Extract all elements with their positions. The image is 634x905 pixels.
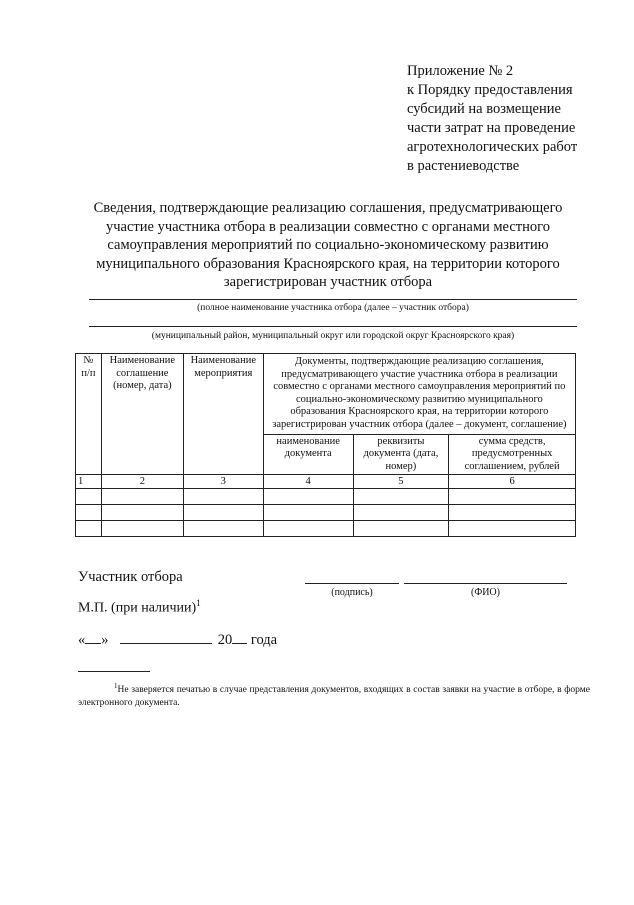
year-field[interactable]	[232, 631, 247, 644]
participant-name-line[interactable]	[89, 299, 577, 300]
table-cell[interactable]	[101, 489, 183, 505]
table-cell[interactable]	[263, 521, 353, 537]
year-prefix: 20	[217, 632, 233, 648]
header-doc-name: наименование документа	[263, 434, 353, 475]
appendix-line: агротехнологических работ	[407, 139, 578, 155]
table-cell[interactable]	[101, 521, 183, 537]
signature-line[interactable]	[305, 583, 399, 584]
appendix-line: в растениеводстве	[407, 158, 520, 174]
footnote-reference: 1	[196, 598, 201, 608]
municipality-line[interactable]	[89, 326, 577, 327]
day-field[interactable]	[85, 631, 101, 644]
stamp-label	[78, 598, 201, 617]
stamp-label-text: М.П. (при наличии)	[78, 600, 197, 616]
table-cell[interactable]	[183, 489, 263, 505]
column-number: 5	[353, 475, 449, 489]
title-line: Сведения, подтверждающие реализацию соглашения, предусматривающего	[93, 200, 563, 216]
month-field[interactable]	[120, 631, 212, 644]
appendix-line: Приложение № 2	[407, 63, 514, 79]
title-line: зарегистрирован участник отбора	[223, 274, 433, 290]
participant-name-caption: (полное наименование участника отбора (далее – участник отбора)	[197, 303, 469, 313]
header-documents-group: Документы, подтверждающие реализацию соглашения, предусматривающего участие участника отбора в реализации совместно с органами местного самоуправления мероприятий по социально-экономическому развитию муниципального образования Красноярского края, на территории которого зарегистрирован участник отбора (далее – документ, соглашение)	[263, 354, 575, 435]
table-cell[interactable]	[353, 521, 449, 537]
table-cell[interactable]	[449, 489, 576, 505]
column-number: 3	[183, 475, 263, 489]
table-cell[interactable]	[353, 489, 449, 505]
footnote-mark: 1	[114, 682, 118, 690]
appendix-line: субсидий на возмещение	[407, 101, 561, 117]
table-cell[interactable]	[76, 505, 102, 521]
column-number: 2	[101, 475, 183, 489]
footnote-text: Не заверяется печатью в случае представления документов, входящих в состав заявки на участие в отборе, в форме электронного документа.	[78, 685, 590, 709]
table-cell[interactable]	[101, 505, 183, 521]
table-row	[76, 521, 576, 537]
table-row	[76, 489, 576, 505]
header-doc-details: реквизиты документа (дата, номер)	[353, 434, 449, 475]
full-name-caption: (ФИО)	[470, 587, 500, 598]
appendix-header	[407, 62, 607, 176]
municipality-caption: (муниципальный район, муниципальный округ или городской округ Красноярского края)	[151, 331, 515, 341]
column-number-row	[76, 475, 576, 489]
footnote-divider	[78, 671, 150, 672]
table-cell[interactable]	[449, 521, 576, 537]
table-cell[interactable]	[183, 505, 263, 521]
appendix-line: части затрат на проведение	[407, 120, 576, 136]
document-title	[80, 199, 576, 292]
table-cell[interactable]	[263, 505, 353, 521]
date-quote-close: »	[101, 632, 109, 648]
date-quote-open: «	[78, 632, 86, 648]
year-suffix: года	[250, 632, 278, 648]
footnote	[78, 680, 590, 710]
header-num: № п/п	[76, 354, 102, 475]
documents-table	[75, 353, 576, 537]
title-line: участие участника отбора в реализации совместно с органами местного	[106, 218, 550, 235]
header-amount: сумма средств, предусмотренных соглашением, рублей	[449, 434, 576, 475]
table-header-row	[76, 354, 576, 435]
table-cell[interactable]	[76, 489, 102, 505]
signature-caption: (подпись)	[331, 587, 373, 598]
table-cell[interactable]	[263, 489, 353, 505]
header-event: Наименование мероприятия	[183, 354, 263, 475]
title-line: муниципального образования Красноярского края, на территории которого	[96, 255, 560, 272]
column-number: 6	[449, 475, 576, 489]
header-agreement: Наименование соглашение (номер, дата)	[101, 354, 183, 475]
date-line	[78, 631, 277, 649]
table-cell[interactable]	[76, 521, 102, 537]
participant-label: Участник отбора	[78, 569, 183, 585]
appendix-line: к Порядку предоставления	[407, 82, 573, 98]
column-number: 1	[76, 475, 102, 489]
full-name-line[interactable]	[404, 583, 567, 584]
column-number: 4	[263, 475, 353, 489]
table-row	[76, 505, 576, 521]
title-line: самоуправления мероприятий по социально-экономическому развитию	[107, 237, 549, 253]
table-cell[interactable]	[449, 505, 576, 521]
table-cell[interactable]	[183, 521, 263, 537]
table-cell[interactable]	[353, 505, 449, 521]
